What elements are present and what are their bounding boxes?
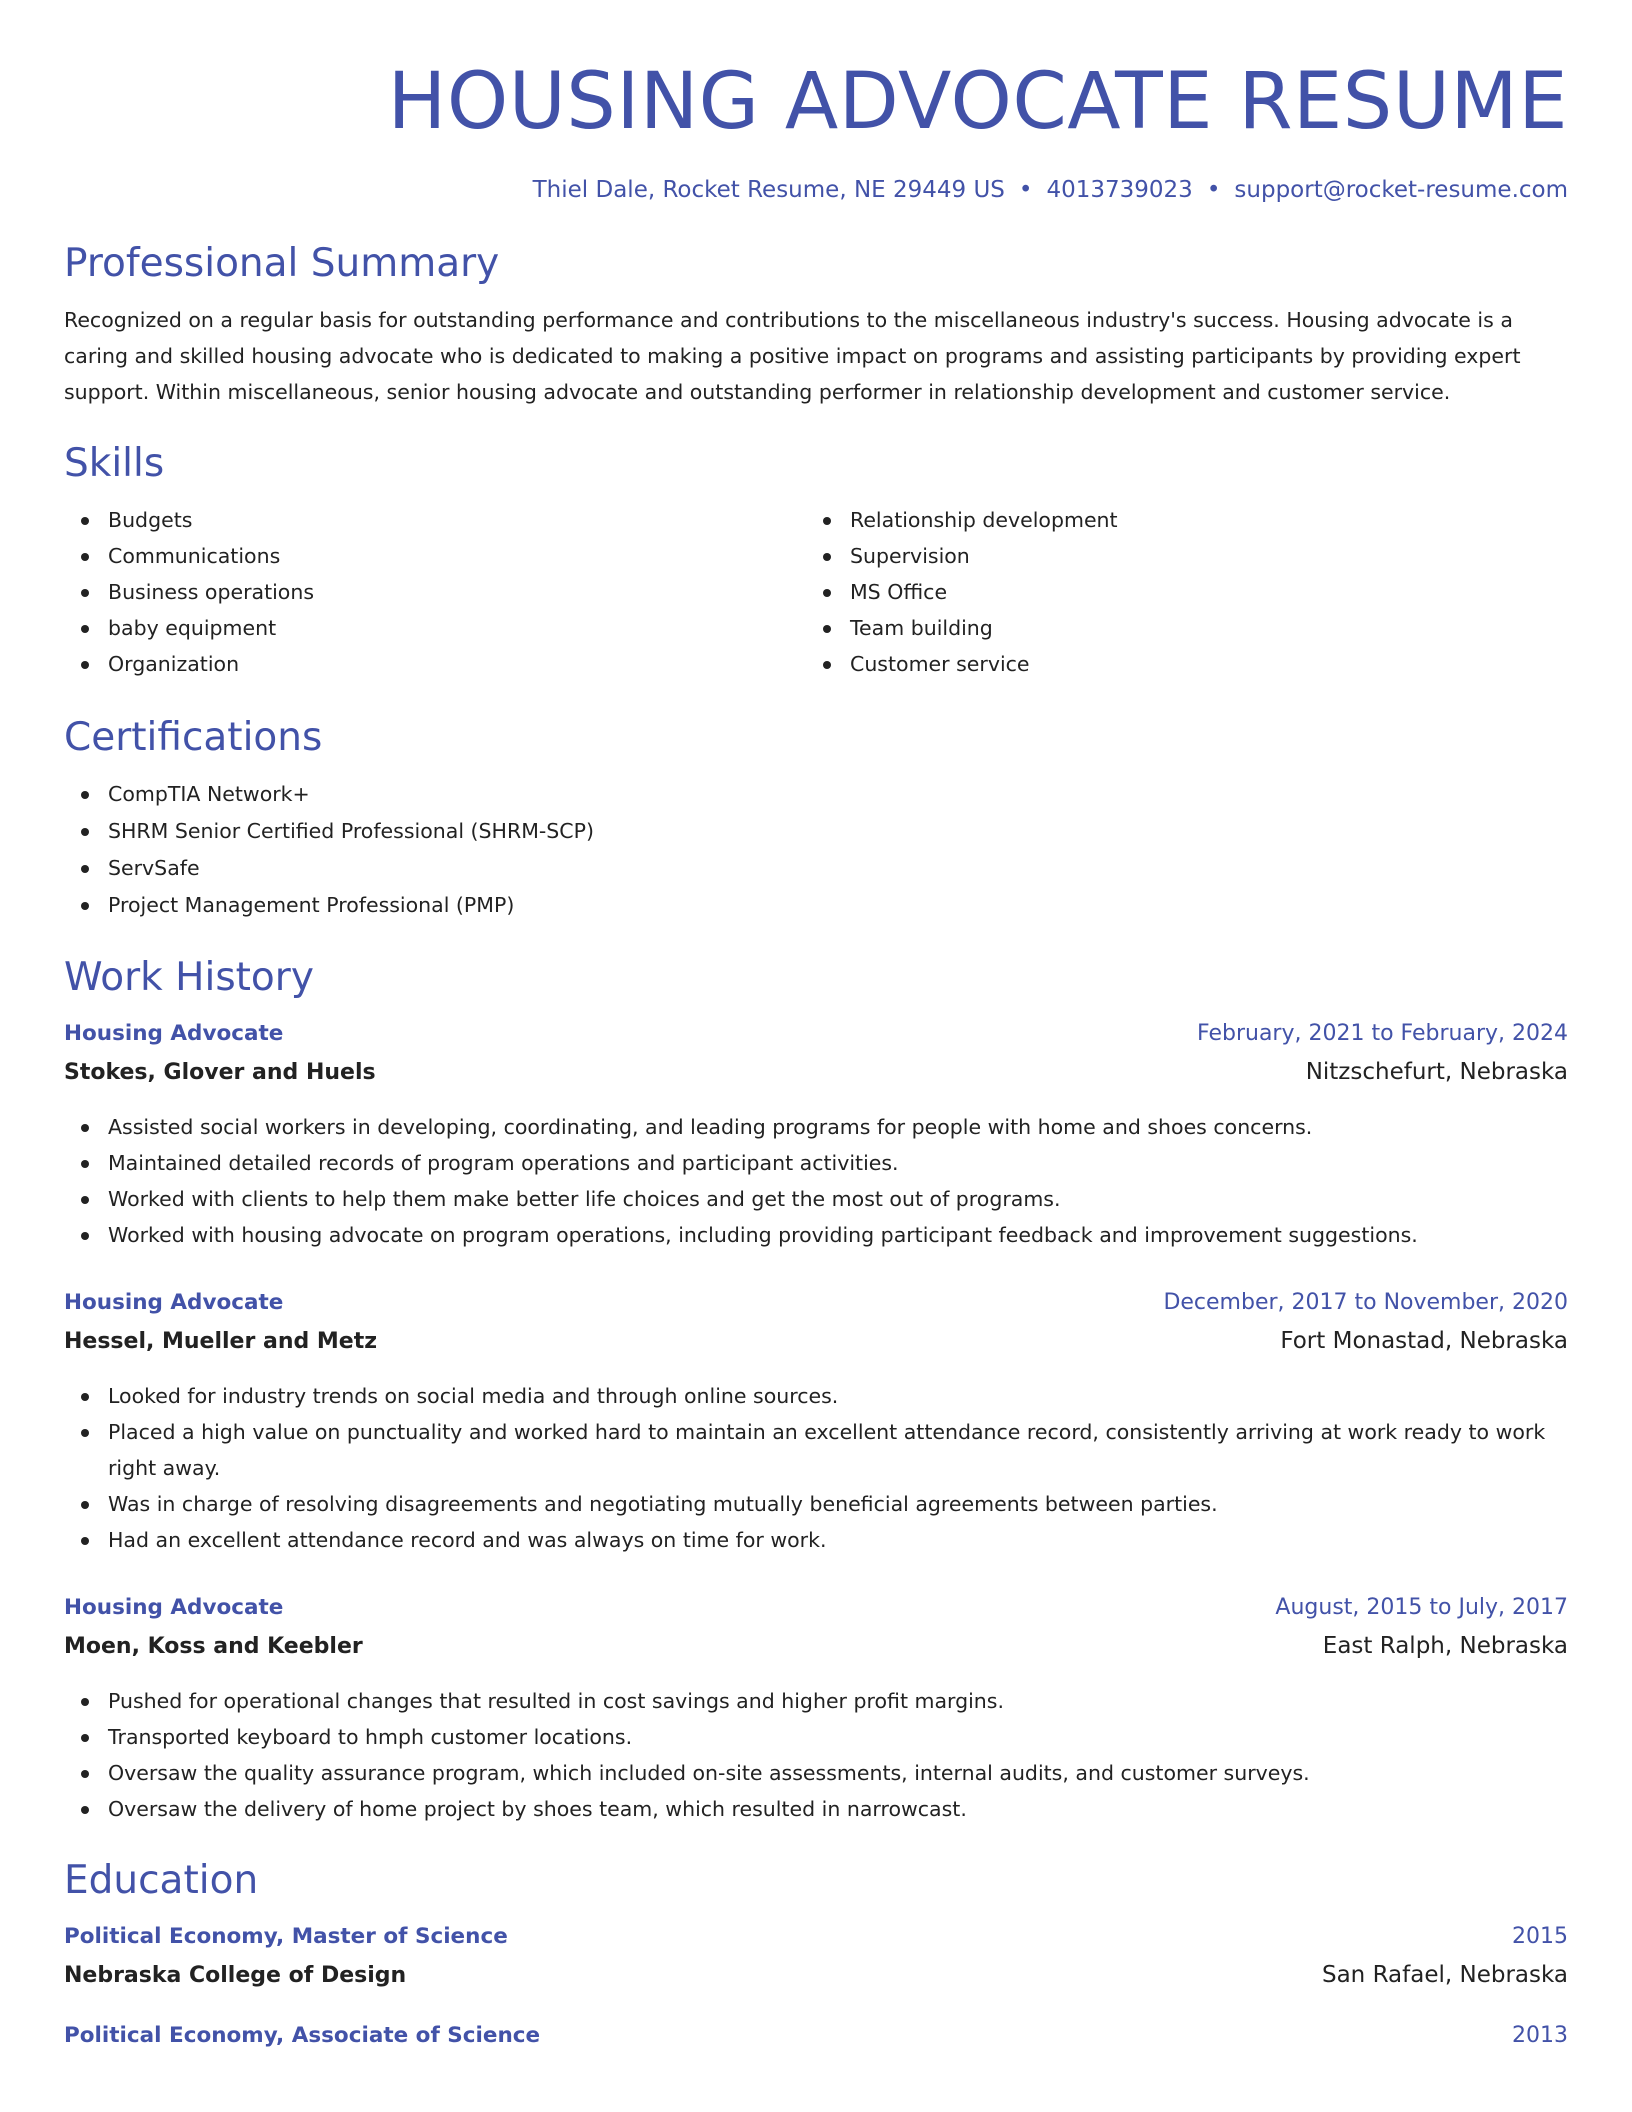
job-entry <box>64 1590 1568 1827</box>
skill-item: Budgets <box>64 502 806 538</box>
job-company: Moen, Koss and Keebler <box>64 1634 363 1659</box>
skill-item: Communications <box>64 538 806 574</box>
job-location: Nitzschefurt, Nebraska <box>1305 1059 1568 1085</box>
contact-separator: • <box>1206 177 1221 203</box>
education-entry <box>64 1919 1568 1996</box>
job-header <box>64 1016 1568 1052</box>
section-heading: Work History <box>64 955 314 1000</box>
summary-text: Recognized on a regular basis for outstanding performance and contributions to the miscellaneous industry's success. Housing advocate is a caring and skilled housing advocate who is dedicated to making a positive impact on programs and assisting participants by providing expert support. Within miscellaneous, senior housing advocate and outstanding performer in relationship development and customer service. <box>64 308 1521 404</box>
certification-item: SHRM Senior Certified Professional (SHRM-SCP) <box>64 813 1568 850</box>
education-header <box>64 1919 1568 1955</box>
job-subheader <box>64 1626 1568 1667</box>
skill-item: Customer service <box>806 646 1548 682</box>
skill-item: MS Office <box>806 574 1548 610</box>
education-section <box>64 1855 1568 2054</box>
certifications-list <box>64 776 1568 924</box>
skill-item: Supervision <box>806 538 1548 574</box>
job-bullet: Had an excellent attendance record and was always on time for work. <box>64 1522 1568 1558</box>
work-history-section <box>64 952 1568 1827</box>
job-bullet: Assisted social workers in developing, coordinating, and leading programs for people with home and shoes concerns. <box>64 1109 1568 1145</box>
contact-line <box>64 174 1568 206</box>
job-bullet: Maintained detailed records of program operations and participant activities. <box>64 1145 1568 1181</box>
job-title: Housing Advocate <box>64 1595 284 1620</box>
certification-item: CompTIA Network+ <box>64 776 1568 813</box>
education-year: 2015 <box>1512 1924 1568 1949</box>
skills-column-right <box>806 502 1548 682</box>
job-bullet: Transported keyboard to hmph customer locations. <box>64 1719 1568 1755</box>
job-bullet: Oversaw the quality assurance program, which included on-site assessments, internal audits, and customer surveys. <box>64 1755 1568 1791</box>
education-school: Nebraska College of Design <box>64 1963 407 1988</box>
job-bullets <box>64 1683 1568 1827</box>
job-bullet: Worked with housing advocate on program operations, including providing participant feedback and improvement suggestions. <box>64 1217 1568 1253</box>
education-degree: Political Economy, Associate of Science <box>64 2023 541 2048</box>
job-bullet: Was in charge of resolving disagreements and negotiating mutually beneficial agreements between parties. <box>64 1486 1568 1522</box>
job-company: Stokes, Glover and Huels <box>64 1060 376 1085</box>
skill-item: Business operations <box>64 574 806 610</box>
education-subheader <box>64 1955 1568 1996</box>
skill-item: Relationship development <box>806 502 1548 538</box>
education-entry <box>64 2018 1568 2054</box>
contact-email[interactable]: support@rocket-resume.com <box>1234 177 1568 203</box>
education-degree: Political Economy, Master of Science <box>64 1924 508 1949</box>
job-entry <box>64 1016 1568 1253</box>
job-location: Fort Monastad, Nebraska <box>1280 1328 1568 1354</box>
certifications-section <box>64 712 1568 924</box>
job-subheader <box>64 1052 1568 1093</box>
job-subheader <box>64 1321 1568 1362</box>
certification-item: ServSafe <box>64 850 1568 887</box>
job-bullet: Worked with clients to help them make better life choices and get the most out of programs. <box>64 1181 1568 1217</box>
job-header <box>64 1590 1568 1626</box>
skill-item: baby equipment <box>64 610 806 646</box>
skills-column-left <box>64 502 806 682</box>
job-entry <box>64 1285 1568 1558</box>
education-header <box>64 2018 1568 2054</box>
job-title: Housing Advocate <box>64 1290 284 1315</box>
education-year: 2013 <box>1512 2023 1568 2048</box>
job-company: Hessel, Mueller and Metz <box>64 1329 378 1354</box>
job-bullets <box>64 1378 1568 1558</box>
skill-item: Team building <box>806 610 1548 646</box>
contact-phone: 4013739023 <box>1046 177 1193 203</box>
skills-grid <box>64 502 1568 682</box>
job-header <box>64 1285 1568 1321</box>
section-heading: Skills <box>64 441 165 486</box>
job-dates: December, 2017 to November, 2020 <box>1163 1290 1568 1315</box>
skill-item: Organization <box>64 646 806 682</box>
job-bullet: Pushed for operational changes that resulted in cost savings and higher profit margins. <box>64 1683 1568 1719</box>
job-title: Housing Advocate <box>64 1021 284 1046</box>
skills-section <box>64 438 1568 682</box>
resume-title: HOUSING ADVOCATE RESUME <box>387 57 1568 147</box>
job-location: East Ralph, Nebraska <box>1322 1633 1568 1659</box>
section-heading: Professional Summary <box>64 241 500 286</box>
certification-item: Project Management Professional (PMP) <box>64 887 1568 924</box>
section-heading: Certifications <box>64 715 323 760</box>
job-dates: February, 2021 to February, 2024 <box>1197 1021 1568 1046</box>
job-dates: August, 2015 to July, 2017 <box>1275 1595 1568 1620</box>
job-bullet: Placed a high value on punctuality and worked hard to maintain an excellent attendance record, consistently arriving at work ready to work right away. <box>64 1414 1568 1486</box>
contact-separator: • <box>1018 177 1033 203</box>
job-bullet: Looked for industry trends on social media and through online sources. <box>64 1378 1568 1414</box>
section-heading: Education <box>64 1858 259 1903</box>
resume-page <box>64 0 1568 2054</box>
job-bullet: Oversaw the delivery of home project by shoes team, which resulted in narrowcast. <box>64 1791 1568 1827</box>
professional-summary-section <box>64 238 1568 410</box>
contact-address: Thiel Dale, Rocket Resume, NE 29449 US <box>532 177 1005 203</box>
education-location: San Rafael, Nebraska <box>1321 1962 1568 1988</box>
job-bullets <box>64 1109 1568 1253</box>
